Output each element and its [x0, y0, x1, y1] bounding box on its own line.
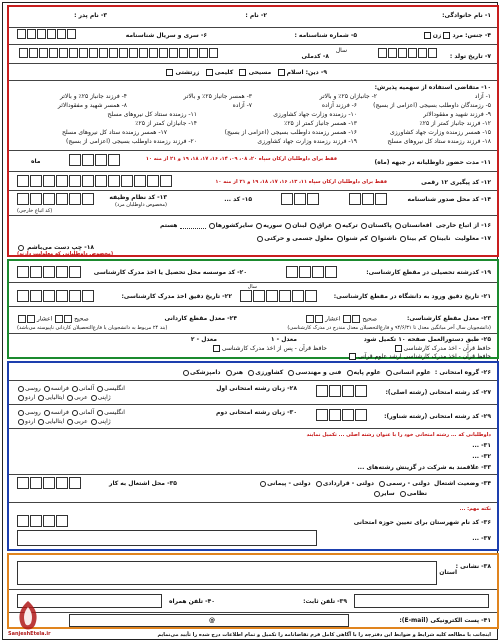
country-pakistan: پاکستان — [367, 222, 392, 229]
quota-3: ۳- همسر جانباز ۲۵٪ و بالاتر — [183, 93, 252, 100]
work-gov-pact-radio[interactable] — [260, 481, 266, 487]
lang2-russian-radio[interactable] — [18, 410, 24, 416]
disability-hard-hearing: کم شنوا — [343, 235, 368, 242]
lang2-german: آلمانی — [78, 409, 95, 416]
assoc-integer-cell[interactable] — [55, 315, 63, 323]
quota-14: ۱۴- جانبازان کمتر از ۲۵٪ — [135, 120, 197, 127]
left-handed-radio[interactable] — [18, 245, 24, 251]
front-duration-boxes[interactable] — [69, 154, 120, 166]
group-engineering: فنی و مهندسی — [295, 369, 342, 376]
entry-date-boxes[interactable] — [240, 290, 317, 302]
quran-hafez-3-checkbox[interactable] — [349, 353, 356, 360]
group-agriculture: کشاورزی — [255, 369, 284, 376]
email-at-sign: @ — [209, 617, 215, 624]
label-employment-2 — [373, 490, 427, 497]
quran-hafez-1-checkbox[interactable] — [395, 345, 402, 352]
label-institute-code: ۲۰- کد موسسه محل تحصیل یا اخذ مدرک کارشناسی — [93, 269, 247, 276]
form-page — [2, 2, 498, 640]
label-left-handed — [17, 244, 94, 251]
gender-female-label: زن — [432, 32, 442, 39]
exam-city-boxes[interactable] — [17, 515, 68, 527]
divider — [9, 612, 497, 613]
section-education — [7, 259, 499, 359]
footer-declaration: اینجانب با مطالعه کلیه شرایط و ضوابط این دفترچه را با آگاهی کامل فرم تقاضانامه را تکمیل و تمام اطلاعات درج شده را تأیید می‌نمایم — [157, 632, 491, 638]
divider — [9, 404, 497, 405]
lang1-german: آلمانی — [78, 385, 95, 392]
quota-20: ۲۰- فرزند رزمنده داوطلب بسیجی (اعزامی از بسیج) — [66, 138, 197, 145]
country-iraq: عراق — [316, 222, 333, 229]
country-afghanistan-radio[interactable] — [395, 223, 401, 229]
work-gov-contract: دولتی - قراردادی — [322, 480, 374, 487]
lang1-french-radio[interactable] — [44, 386, 50, 392]
divider — [9, 150, 497, 151]
landline-box[interactable] — [354, 594, 489, 608]
lang1-italian: ایتالیایی — [45, 394, 65, 401]
military-code-note: (مخصوص داوطلبان مرد) — [115, 202, 167, 208]
country-iraq-radio[interactable] — [310, 223, 316, 229]
work-other-radio[interactable] — [374, 491, 380, 497]
tracking-code-note: فقط برای داوطلبان ارکان سپاه ۱۱، ۱۳، ۱۶، ۱۷، ۱۸، ۱۹ و ۲۱ از منه ۱۰ — [215, 179, 387, 185]
label-first-name: ۲- نام : — [245, 12, 267, 19]
quota-5: ۵- رزمندگان داوطلب بسیجی (اعزامی از بسیج) — [373, 102, 491, 109]
disability-deaf-radio[interactable] — [371, 236, 377, 242]
lang1-japanese-radio[interactable] — [91, 395, 97, 401]
country-turkey: ترکیه — [342, 222, 358, 229]
employment-label: ۳۴- وضعیت اشتغال — [434, 480, 491, 487]
watermark-text: SanjeshEtela.ir — [8, 631, 51, 637]
lang2-french-radio[interactable] — [44, 410, 50, 416]
label-disability — [256, 235, 491, 242]
group-engineering-radio[interactable] — [288, 370, 294, 376]
label-birth-place-code: ۱۴- کد محل صدور شناسنامه — [407, 196, 491, 203]
divider — [9, 333, 497, 334]
divider — [9, 428, 497, 429]
group-veterinary: دامپزشکی — [190, 369, 221, 376]
quota-16: ۱۶- همسر رزمنده داوطلب بسیجی (اعزامی از بسیج) — [224, 129, 357, 136]
label-first-language: ۲۸- زبان رشته امتحانی اول — [216, 385, 297, 392]
lang1-english: انگلیسی — [104, 385, 125, 392]
lang2-french: فرانسه — [50, 409, 69, 416]
quota-8: ۸- همسر شهید و مفقودالاثر — [57, 102, 127, 109]
religion-christian: مسیحی — [248, 69, 272, 76]
gpa-integer-cell[interactable] — [352, 315, 360, 323]
label-address: ۳۸- نشانی : — [455, 563, 491, 570]
label-email: ۴۱- پست الکترونیکی (E-mail): — [399, 617, 491, 624]
lang1-russian-radio[interactable] — [18, 386, 24, 392]
second-language-options — [17, 409, 125, 416]
label-birth-cert-serial: ۶- سری و سریال شناسنامه — [125, 32, 207, 39]
gender-female-checkbox[interactable] — [424, 32, 431, 39]
quran-hafez-2-label: حافظ قرآن - پس از اخذ مدرک کارشناسی — [221, 345, 327, 352]
divider — [9, 190, 497, 191]
label-entry-date: ۲۱- تاریخ دقیق ورود به دانشگاه در مقطع کارشناسی: — [333, 293, 491, 300]
gpa-decimal-label: اعشار — [325, 315, 341, 323]
lang1-arabic: عربی — [74, 394, 88, 401]
disability-blind: نابینا — [436, 235, 451, 242]
gender-male-checkbox[interactable] — [443, 32, 450, 39]
section-personal — [7, 5, 499, 257]
graduation-date-boxes[interactable] — [17, 290, 94, 302]
assoc-decimal-cell[interactable] — [18, 315, 26, 323]
lang1-arabic-radio[interactable] — [67, 395, 73, 401]
section-contact — [7, 553, 499, 629]
label-province: استان — [439, 569, 457, 576]
religion-zoroastrian-checkbox[interactable] — [166, 69, 173, 76]
work-gov-pact: دولتی - پیمانی — [267, 480, 311, 487]
country-syria: سوریه — [263, 222, 283, 229]
label-gpa-2: معدل - ۲ — [190, 336, 217, 343]
birth-year-label: سال — [335, 47, 347, 54]
label-item-25: ۲۵- طبق دستورالعمل صفحه ۱۰ تکمیل شود — [363, 336, 491, 343]
exam-red-note: داوطلبانی که ... رشته امتحانی خود را با عنوان رشته اصلی ... تکمیل نمایند — [306, 432, 491, 438]
label-exam-city: ۳۶- کد نام شهرستان برای تعیین حوزه امتحانی — [353, 519, 491, 526]
religion-jewish: کلیمی — [214, 69, 234, 76]
month-unit: ماه — [31, 158, 41, 165]
work-gov-contract-radio[interactable] — [316, 481, 322, 487]
lang1-russian: روسی — [25, 385, 41, 392]
religion-jewish-checkbox[interactable] — [206, 69, 213, 76]
divider — [9, 474, 497, 475]
divider — [9, 215, 497, 216]
disability-label: ۱۷- معلولیت — [454, 235, 491, 242]
lang2-arabic-radio[interactable] — [67, 419, 73, 425]
label-graduation-date: ۲۲- تاریخ دقیق اخذ مدرک کارشناسی: — [121, 293, 232, 300]
divider — [9, 27, 497, 28]
label-tracking-code: ۱۲- کد پیگیری ۱۲ رقمی — [421, 179, 491, 186]
label-father-name: ۳- نام پدر : — [74, 12, 107, 19]
lang1-german-radio[interactable] — [72, 386, 78, 392]
religion-christian-checkbox[interactable] — [239, 69, 246, 76]
country-other-line[interactable] — [180, 223, 206, 229]
assoc-integer-cell[interactable] — [64, 315, 72, 323]
section-exam — [7, 361, 499, 551]
disability-low-vision: کم بینا — [406, 235, 427, 242]
work-gov-official: دولتی - رسمی — [386, 480, 430, 487]
label-employment — [259, 480, 491, 487]
lang2-german-radio[interactable] — [72, 410, 78, 416]
country-afghanistan: افغانستان — [401, 222, 432, 229]
birth-date-boxes[interactable] — [378, 48, 437, 58]
label-family-name: ۱- نام خانوادگی: — [442, 12, 491, 19]
divider — [9, 171, 497, 172]
country-turkey-radio[interactable] — [335, 223, 341, 229]
label-item-37: ۳۷- ... — [472, 535, 491, 542]
gpa-integer-label: صحیح — [362, 315, 377, 323]
label-main-field-code: ۲۷- کد رشته امتحانی (رشته اصلی): — [385, 389, 491, 396]
label-gender — [424, 32, 491, 39]
work-military-radio[interactable] — [400, 491, 406, 497]
quota-19: ۱۹- فرزند رزمنده وزارت جهاد کشاورزی — [257, 138, 357, 145]
group-basic-science: علوم پایه — [353, 369, 381, 376]
military-code-boxes[interactable] — [17, 193, 94, 205]
divider — [9, 80, 497, 81]
religion-zoroastrian: زرتشتی — [175, 69, 200, 76]
bachelor-gpa-fields — [305, 315, 377, 323]
disability-physical: معلول جسمی و حرکتی — [264, 235, 334, 242]
country-other: سایرکشورها — [215, 222, 253, 229]
lang1-japanese: ژاپنی — [97, 394, 111, 401]
quota-4: ۴- فرزند جانباز ۲۵٪ و بالاتر — [59, 93, 127, 100]
label-bachelor-field-code: ۱۹- کدرشته تحصیلی در مقطع کارشناسی: — [366, 269, 491, 276]
lang2-italian-radio[interactable] — [38, 419, 44, 425]
country-lebanon-radio[interactable] — [285, 223, 291, 229]
gpa-note-1: (دانشجویان سال آخر میانگین معدل تا ۹۴/۶/۳۱ و فارغ‌التحصیلان معدل مندرج در مدرک کارشناسی) — [287, 325, 491, 331]
tracking-code-boxes[interactable] — [17, 175, 172, 187]
main-field-code-boxes[interactable] — [316, 385, 367, 397]
divider — [9, 282, 497, 283]
bachelor-field-code-boxes[interactable] — [286, 266, 337, 278]
disability-physical-radio[interactable] — [257, 236, 263, 242]
left-handed-note: (مخصوص داوطلبانی که معلولیت دارند) — [17, 251, 114, 257]
lang1-french: فرانسه — [50, 385, 69, 392]
float-field-code-boxes[interactable] — [316, 409, 367, 421]
label-religion — [166, 69, 327, 76]
label-exam-group — [182, 369, 491, 376]
label-item-32: ۳۲- ... — [472, 453, 491, 460]
left-handed-label: ۱۸- چپ دست می‌باشم — [27, 244, 95, 251]
country-other-suffix: هستم — [160, 222, 178, 229]
divider — [9, 502, 497, 503]
disability-deaf: ناشنوا — [378, 235, 397, 242]
label-code-15: ۱۵- کد ... — [224, 196, 252, 203]
label-front-duration: ۱۱- مدت حضور داوطلبانه در جبهه (ماه) — [374, 159, 491, 166]
quran-hafez-3-label: حافظ قرآن - اخذ مدرک کارشناسی ارشد علوم قرآنی — [358, 353, 491, 360]
group-humanities: علوم انسانی — [392, 369, 431, 376]
lang2-italian: ایتالیایی — [45, 418, 65, 425]
label-workplace: ۳۵- محل اشتغال به کار — [109, 480, 177, 487]
gpa-note-2: (بند ۲۴ مربوط به دانشجویان یا فارغ‌التحصیلان کاردانی ناپیوسته می‌باشد) — [17, 325, 168, 331]
lang2-japanese: ژاپنی — [97, 418, 111, 425]
lang2-russian: روسی — [25, 409, 41, 416]
label-military-code: ۱۳- کد نظام وظیفه — [109, 194, 167, 201]
label-item-31: ۳۱- ... — [472, 442, 491, 449]
lang1-urdu-radio[interactable] — [18, 395, 24, 401]
label-second-language: ۳۰- زبان رشته امتحانی دوم — [215, 409, 297, 416]
quran-hafez-3 — [349, 353, 491, 360]
work-other: سایر — [380, 490, 395, 497]
exam-group-label: ۲۶- گروه امتحانی : — [434, 369, 491, 376]
lang1-urdu: اردو — [25, 394, 36, 401]
national-id-boxes[interactable] — [19, 48, 218, 58]
serial-boxes[interactable] — [17, 29, 76, 39]
group-agriculture-radio[interactable] — [248, 370, 254, 376]
code-15-boxes[interactable] — [281, 193, 319, 205]
label-gpa-1: معدل - ۱ — [270, 336, 297, 343]
quota-11: ۱۱- رزمنده سنتاد کل نیروهای مسلح — [107, 111, 197, 118]
gpa-decimal-cell[interactable] — [306, 315, 314, 323]
label-associate-gpa: ۲۴- معدل مقطع کاردانی — [164, 315, 237, 322]
label-landline: ۳۹- تلفن ثابت: — [303, 598, 347, 605]
label-bachelor-gpa: ۲۳- معدل مقطع کارشناسی: — [406, 315, 491, 322]
country-lebanon: لبنان — [292, 222, 307, 229]
group-art-radio[interactable] — [226, 370, 232, 376]
exam-blue-note: نکته مهم: ... — [459, 506, 491, 512]
assoc-decimal-label: اعشار — [36, 315, 53, 323]
quota-9: ۹- فرزند شهید و مفقودالاثر — [423, 111, 491, 118]
religion-islam: ۹- دین: اسلام — [286, 69, 327, 76]
quota-2: ۲- جانبازان ۲۵٪ و بالاتر — [319, 93, 377, 100]
lang1-italian-radio[interactable] — [38, 395, 44, 401]
item-37-box[interactable] — [17, 530, 317, 546]
label-quota: ۱۰- متقاضی استفاده از سهمیه پذیرش: — [374, 84, 491, 91]
assoc-integer-label: صحیح — [74, 315, 89, 323]
entry-year-label: سال — [247, 284, 257, 290]
label-foreign-national — [160, 222, 491, 229]
group-basic-science-radio[interactable] — [347, 370, 353, 376]
first-language-options-2 — [17, 394, 111, 401]
lang2-english: انگلیسی — [104, 409, 125, 416]
label-item-33: ۳۳- علاقمند به شرکت در گزینش رشته‌های ... — [357, 464, 491, 471]
lang2-urdu: اردو — [25, 418, 36, 425]
divider — [9, 44, 497, 45]
second-language-options-2 — [17, 418, 111, 425]
divider — [9, 306, 497, 307]
lang2-japanese-radio[interactable] — [91, 419, 97, 425]
label-float-field-code: ۲۹- کد رشته امتحانی (رشته شناور): — [384, 413, 491, 420]
quran-hafez-1 — [395, 345, 491, 352]
gpa-decimal-cell[interactable] — [315, 315, 323, 323]
lang2-english-radio[interactable] — [97, 410, 103, 416]
disability-low-vision-radio[interactable] — [400, 236, 406, 242]
disability-blind-radio[interactable] — [430, 236, 436, 242]
gpa-integer-cell[interactable] — [343, 315, 351, 323]
front-duration-note: فقط برای داوطلبان ارکان سپاه ۲۰، ۰۸، ۰۹، ۱۴، ۱۶، ۱۷، ۱۸، ۱۹ و ۲۱ از منه ۱۰ — [145, 156, 337, 162]
divider — [9, 589, 497, 590]
label-birth-cert-no: ۵- شماره شناسنامه : — [294, 32, 357, 39]
quota-7: ۷- آزاده — [232, 102, 252, 109]
work-military: نظامی — [406, 490, 427, 497]
quran-hafez-2 — [213, 345, 327, 352]
lang2-urdu-radio[interactable] — [18, 419, 24, 425]
divider — [9, 380, 497, 381]
foreign-national-label: ۱۶- از اتباع خارجی — [435, 222, 491, 229]
quota-18: ۱۸- فرزند رزمنده ستاد کل نیروهای مسلح — [387, 138, 491, 145]
quota-17: ۱۷- همسر رزمنده ستاد کل نیروهای مسلح — [61, 129, 167, 136]
label-birth-date: ۷- تاریخ تولد : — [449, 53, 491, 60]
institute-code-boxes[interactable] — [17, 266, 81, 278]
first-language-options — [17, 385, 125, 392]
country-syria-radio[interactable] — [256, 223, 262, 229]
group-art: هنر — [232, 369, 244, 376]
assoc-decimal-cell[interactable] — [27, 315, 35, 323]
country-other-radio[interactable] — [209, 223, 215, 229]
quota-15: ۱۵- همسر رزمنده وزارت جهاد کشاورزی — [390, 129, 491, 136]
workplace-boxes[interactable] — [17, 477, 81, 489]
gender-male-label: ۴- جنس: مرد — [452, 32, 491, 39]
country-pakistan-radio[interactable] — [361, 223, 367, 229]
label-mobile: ۴۰- تلفن همراه — [169, 598, 215, 605]
quota-13: ۱۳- همسر جانباز کمتر از ۲۵٪ — [284, 120, 357, 127]
label-national-id: ۸- کدملی — [301, 53, 329, 60]
associate-gpa-fields — [17, 315, 89, 323]
lang2-arabic: عربی — [74, 418, 88, 425]
address-box[interactable] — [17, 561, 437, 585]
quota-10: ۱۰- رزمنده وزارت جهاد کشاورزی — [273, 111, 357, 118]
foreign-code-note: (کد اتباع خارجی) — [17, 208, 53, 214]
divider — [9, 63, 497, 64]
birth-place-code-boxes[interactable] — [349, 193, 387, 205]
quota-6: ۶- فرزند آزاده — [321, 102, 357, 109]
quota-12: ۱۲- فرزند جانباز کمتر از ۲۵٪ — [419, 120, 491, 127]
lang1-english-radio[interactable] — [97, 386, 103, 392]
work-gov-official-radio[interactable] — [379, 481, 385, 487]
quran-hafez-2-checkbox[interactable] — [213, 345, 220, 352]
group-humanities-radio[interactable] — [386, 370, 392, 376]
group-veterinary-radio[interactable] — [183, 370, 189, 376]
quran-hafez-1-label: حافظ قرآن - اخذ مدرک کارشناسی — [403, 345, 491, 352]
disability-hard-hearing-radio[interactable] — [337, 236, 343, 242]
quota-1: ۱- آزاد — [474, 93, 491, 100]
religion-islam-checkbox[interactable] — [278, 69, 285, 76]
